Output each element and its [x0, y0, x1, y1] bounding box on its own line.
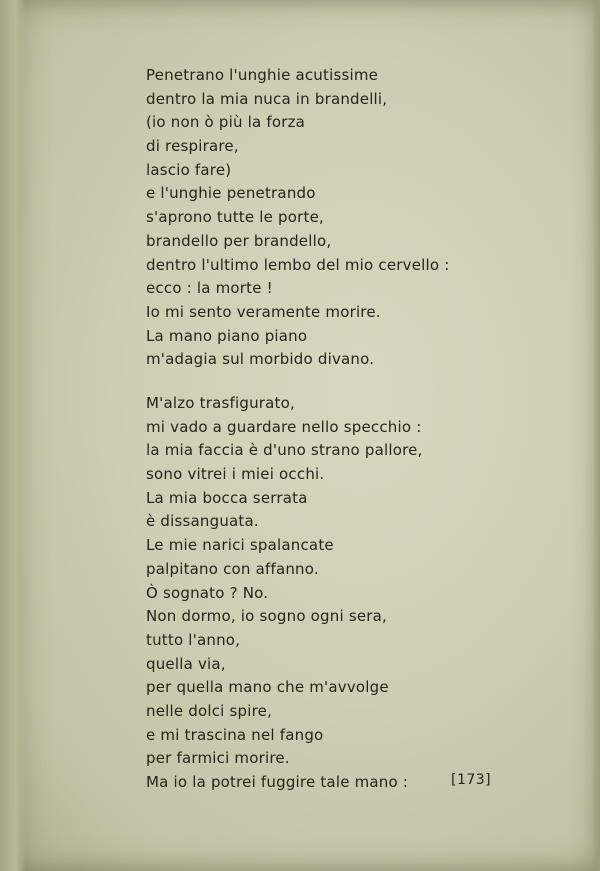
page-edge-shadow: [592, 0, 600, 871]
verse-line: mi vado a guardare nello specchio :: [146, 417, 422, 436]
verse-line: per quella mano che m'avvolge: [146, 678, 389, 697]
verse-line: nelle dolci spire,: [146, 701, 273, 720]
verse-line: Ò sognato ? No.: [146, 583, 269, 602]
verse-line: ecco : la morte !: [146, 279, 273, 298]
verse-line: (io non ò più la forza: [146, 113, 306, 132]
page-number: [173]: [451, 772, 492, 788]
verse-line: La mano piano piano: [146, 326, 308, 345]
verse-line: per farmici morire.: [146, 749, 290, 768]
verse-line: la mia faccia è d'uno strano pallore,: [146, 441, 423, 460]
poem-stanza-1: [146, 64, 449, 372]
verse-line: è dissanguata.: [146, 512, 259, 531]
verse-line: Ma io la potrei fuggire tale mano :: [146, 773, 409, 791]
verse-line: Non dormo, io sogno ogni sera,: [146, 607, 387, 626]
verse-line: e mi trascina nel fango: [146, 725, 324, 744]
verse-line: quella via,: [146, 654, 226, 673]
verse-line: lascio fare): [146, 160, 232, 179]
verse-line: dentro l'ultimo lembo del mio cervello :: [146, 255, 450, 274]
page-spine-shadow: [0, 0, 26, 871]
verse-line: di respirare,: [146, 137, 239, 156]
verse-line: Penetrano l'unghie acutissime: [146, 66, 379, 84]
verse-line: Le mie narici spalancate: [146, 536, 334, 555]
verse-line: sono vitrei i miei occhi.: [146, 465, 325, 484]
verse-line: La mia bocca serrata: [146, 488, 308, 507]
verse-line: palpitano con affanno.: [146, 559, 319, 578]
verse-line: s'aprono tutte le porte,: [146, 208, 324, 227]
verse-line: e l'unghie penetrando: [146, 184, 316, 203]
verse-line: dentro la mia nuca in brandelli,: [146, 89, 388, 108]
verse-line: tutto l'anno,: [146, 630, 241, 649]
verse-line: brandello per brandello,: [146, 231, 332, 250]
verse-line: m'adagia sul morbido divano.: [146, 350, 375, 369]
verse-line: M'alzo trasfigurato,: [146, 394, 295, 412]
poem-stanza-2: [146, 392, 423, 795]
verse-line: Io mi sento veramente morire.: [146, 302, 381, 321]
